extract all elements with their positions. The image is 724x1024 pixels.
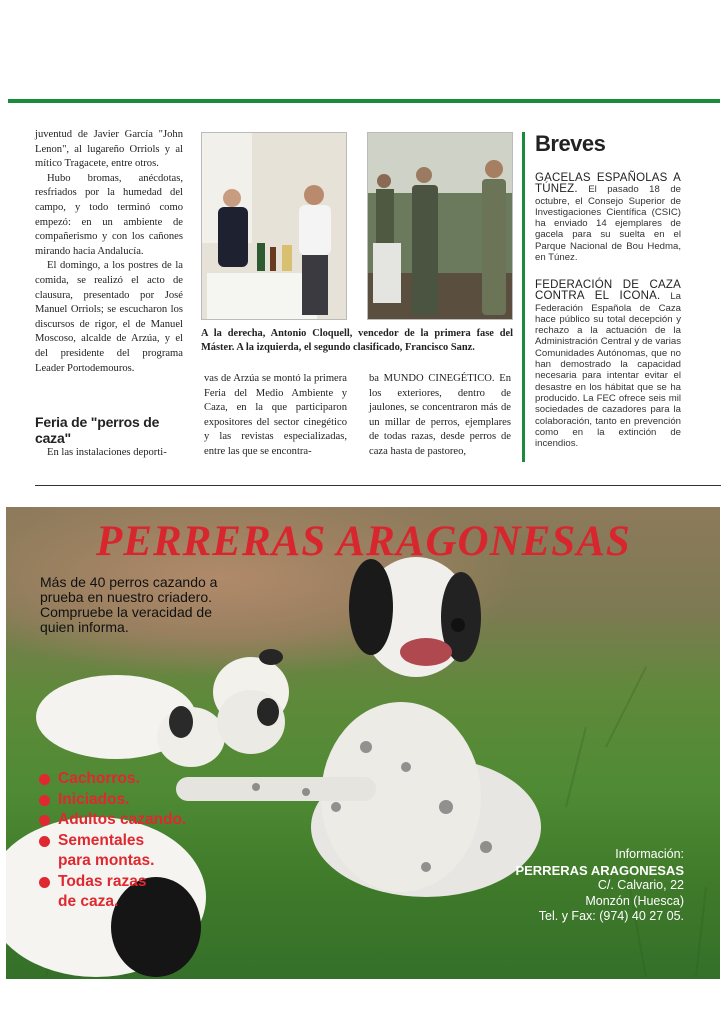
- brief-item: [535, 280, 681, 449]
- award-photo-left: [201, 132, 347, 320]
- ad-intro-text: Más de 40 perros cazando a prueba en nuestro criadero. Compruebe la veracidad de quien informa.: [40, 574, 218, 635]
- ad-offer-item: Todas razas de caza.: [36, 872, 186, 913]
- article-paragraph: vas de Arzúa se montó la primera Feria del Medio Ambiente y Caza, en la que participaron expositores del sector cinegético y las revistas especializadas, entre las que se encontra-: [204, 373, 347, 457]
- ad-offer-item: Sementales para montas.: [36, 831, 186, 872]
- ad-title: PERRERAS ARAGONESAS: [96, 518, 631, 565]
- ad-offer-list: [36, 769, 186, 913]
- contact-company: PERRERAS ARAGONESAS: [515, 862, 684, 878]
- brief-heading: GACELAS ESPAÑOLAS A TÚNEZ.: [535, 172, 681, 196]
- sidebar-title: Breves: [535, 131, 606, 156]
- bullet-icon: [39, 836, 50, 847]
- photo-caption: A la derecha, Antonio Cloquell, vencedor de la primera fase del Máster. A la izquierda, el segundo clasificado, Francisco Sanz.: [201, 328, 513, 353]
- article-paragraph: juventud de Javier García "John Lenon", al lugareño Orriols y al mítico Tragacete, entre otros.: [35, 129, 183, 170]
- section-subheading: Feria de "perros de caza": [35, 414, 160, 446]
- kennel-advertisement: [6, 507, 720, 979]
- article-bottom-rule: [35, 485, 721, 486]
- ad-offer-item: Iniciados.: [36, 790, 186, 811]
- article-paragraph: En las instalaciones deporti-: [47, 447, 167, 458]
- bullet-icon: [39, 795, 50, 806]
- ad-offer-item: Adultos cazando.: [36, 810, 186, 831]
- article-paragraph: El domingo, a los postres de la comida, se realizó el acto de clausura, presentado por José Manuel Orriols; se escucharon los discursos de rigor, el de Manuel Moscoso, alcalde de Arzúa, y el del presidente del programa Leader Portodemouros.: [35, 260, 183, 374]
- article-middle-column-1: [204, 372, 347, 460]
- contact-city: Monzón (Huesca): [585, 893, 684, 908]
- article-left-column: [35, 128, 183, 376]
- article-middle-column-2: [369, 372, 511, 460]
- contact-street: C/. Calvario, 22: [597, 878, 684, 893]
- brief-body: La Federación Española de Caza hace público su total decepción y rechazo a la actuación de la Administración Central y de varias Comunidades Autónomas, que no han demostrado la capacidad necesaria para intentar evitar el desastre en los hábitat que se ha producido. La FEC ofrece seis mil sociedades de cazadores para la colaboración, tanto en prevención como en la extinción de incendios.: [535, 291, 681, 450]
- contact-phone: Tel. y Fax: (974) 40 27 05.: [538, 909, 684, 924]
- ad-offer-item: Cachorros.: [36, 769, 186, 790]
- sidebar-green-rule: [522, 132, 525, 462]
- article-paragraph: ba MUNDO CINEGÉTICO. En los exteriores, dentro de jaulones, se concentraron más de un millar de perros, ejemplares de todas razas, desde perros de caza hasta de pastoreo,: [369, 373, 511, 457]
- hunters-group-illustration: [368, 133, 513, 320]
- bullet-icon: [39, 815, 50, 826]
- bullet-icon: [39, 877, 50, 888]
- ad-contact-info: [515, 847, 684, 925]
- award-ceremony-illustration: [202, 133, 347, 320]
- top-green-rule: [8, 99, 720, 103]
- hunters-photo-right: [367, 132, 513, 320]
- brief-heading: FEDERACIÓN DE CAZA CONTRA EL ICONA.: [535, 279, 681, 303]
- bullet-icon: [39, 774, 50, 785]
- brief-item: [535, 173, 681, 263]
- brief-body: El pasado 18 de octubre, el Consejo Superior de Investigaciones Científica (CSIC) ha enviado 14 ejemplares de gacela para su suelta en el Parque Nacional de Bou Hedma, en Túnez.: [535, 184, 681, 264]
- contact-label: Información:: [615, 847, 684, 861]
- article-paragraph: Hubo bromas, anécdotas, resfriados por la humedad del campo, y todo terminó como empezó: en un ambiente de compañerismo y con los cañones mirando hacia Andalucía.: [35, 172, 183, 257]
